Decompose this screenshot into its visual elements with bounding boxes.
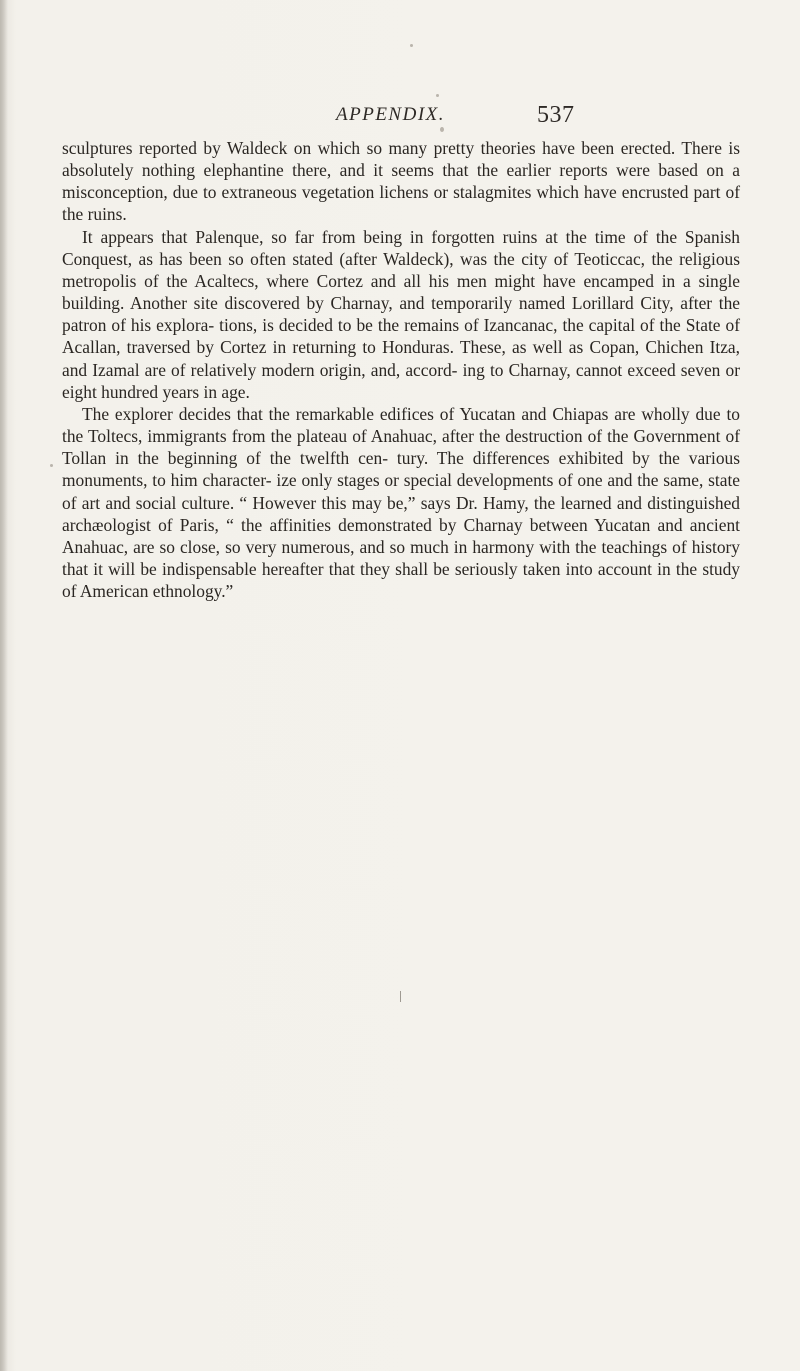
paper-speck: [50, 464, 53, 467]
paper-speck: [410, 44, 413, 47]
page-header: [0, 104, 800, 134]
paper-mark: [400, 991, 401, 1002]
binding-shadow: [0, 0, 8, 1371]
running-head: APPENDIX.: [336, 104, 446, 125]
page-number: 537: [537, 102, 575, 128]
paper-speck: [436, 94, 439, 97]
body-text: [62, 137, 740, 602]
paragraph: The explorer decides that the remarkable edifices of Yucatan and Chiapas are wholly due to the Toltecs, immigrants from the plateau of Anahuac, after the destruction of the Government of Tollan in the beginning of the twelfth cen- tury. The differences exhibited by the various monuments, to him character- ize only stages or special developments of one and the same, state of art and social culture. “ However this may be,” says Dr. Hamy, the learned and distinguished archæologist of Paris, “ the affinities demonstrated by Charnay between Yucatan and ancient Anahuac, are so close, so very numerous, and so much in harmony with the teachings of history that it will be indispensable hereafter that they shall be seriously taken into account in the study of American ethnology.”: [62, 403, 740, 602]
paragraph: It appears that Palenque, so far from being in forgotten ruins at the time of the Spanish Conquest, as has been so often stated (after Waldeck), was the city of Teoticcac, the religious metropolis of the Acaltecs, where Cortez and all his men might have encamped in a single building. Another site discovered by Charnay, and temporarily named Lorillard City, after the patron of his explora- tions, is decided to be the remains of Izancanac, the capital of the State of Acallan, traversed by Cortez in returning to Honduras. These, as well as Copan, Chichen Itza, and Izamal are of relatively modern origin, and, accord- ing to Charnay, cannot exceed seven or eight hundred years in age.: [62, 226, 740, 402]
paragraph: sculptures reported by Waldeck on which so many pretty theories have been erected. There is absolutely nothing elephantine there, and it seems that the earlier reports were based on a misconception, due to extraneous vegetation lichens or stalagmites which have encrusted part of the ruins.: [62, 138, 740, 225]
